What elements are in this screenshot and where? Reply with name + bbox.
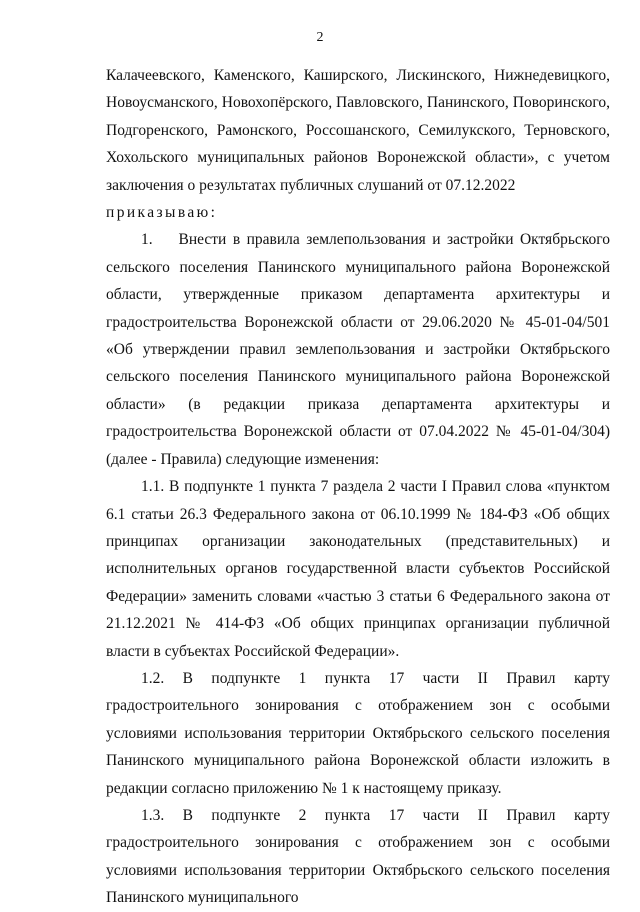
paragraph-item-1-3: 1.3. В подпункте 2 пункта 17 части II Правил карту градостроительного зонирования с отображением зон с особыми условиями использования территории Октябрьского сельского поселения Панинского муниципального [106,806,610,907]
page-number: 2 [316,30,324,45]
paragraph-item-1-2: 1.2. В подпункте 1 пункта 17 части II Правил карту градостроительного зонирования с отображением зон с особыми условиями использования территории Октябрьского сельского поселения Панинского муниципального района Воронежской области изложить в редакции согласно приложению № 1 к настоящему приказу. [106,669,610,797]
paragraph-item-1: 1. Внести в правила землепользования и застройки Октябрьского сельского поселения Панинского муниципального района Воронежской области, утвержденные приказом департамента архитектуры и градостроительства Воронежской области от 29.06.2020 № 45-01-04/501 «Об утверждении правил землепользования и застройки Октябрьского сельского поселения Панинского муниципального района Воронежской области» (в редакции приказа департамента архитектуры и градостроительства Воронежской области от 07.04.2022 № 45-01-04/304) (далее - Правила) следующие изменения: [106,231,610,468]
paragraph-continuation: Калачеевского, Каменского, Каширского, Лискинского, Нижнедевицкого, Новоусманского, Новохопёрского, Павловского, Панинского, Поворинского, Подгоренского, Рамонского, Россошанского, Семилукского, Терновского, Хохольского муниципальных районов Воронежской области», с учетом заключения о результатах публичных слушаний от 07.12.2022 [106,67,610,194]
order-keyword: приказываю: [106,204,218,222]
paragraph-item-1-1: 1.1. В подпункте 1 пункта 7 раздела 2 части I Правил слова «пунктом 6.1 статьи 26.3 Федерального закона от 06.10.1999 № 184-ФЗ «Об общих принципах организации законодательных (представительных) и исполнительных органов государственной власти субъектов Российской Федерации» заменить словами «частью 3 статьи 6 Федерального закона от 21.12.2021 № 414-ФЗ «Об общих принципах организации публичной власти в субъектах Российской Федерации». [106,478,610,660]
document-body [106,62,610,912]
